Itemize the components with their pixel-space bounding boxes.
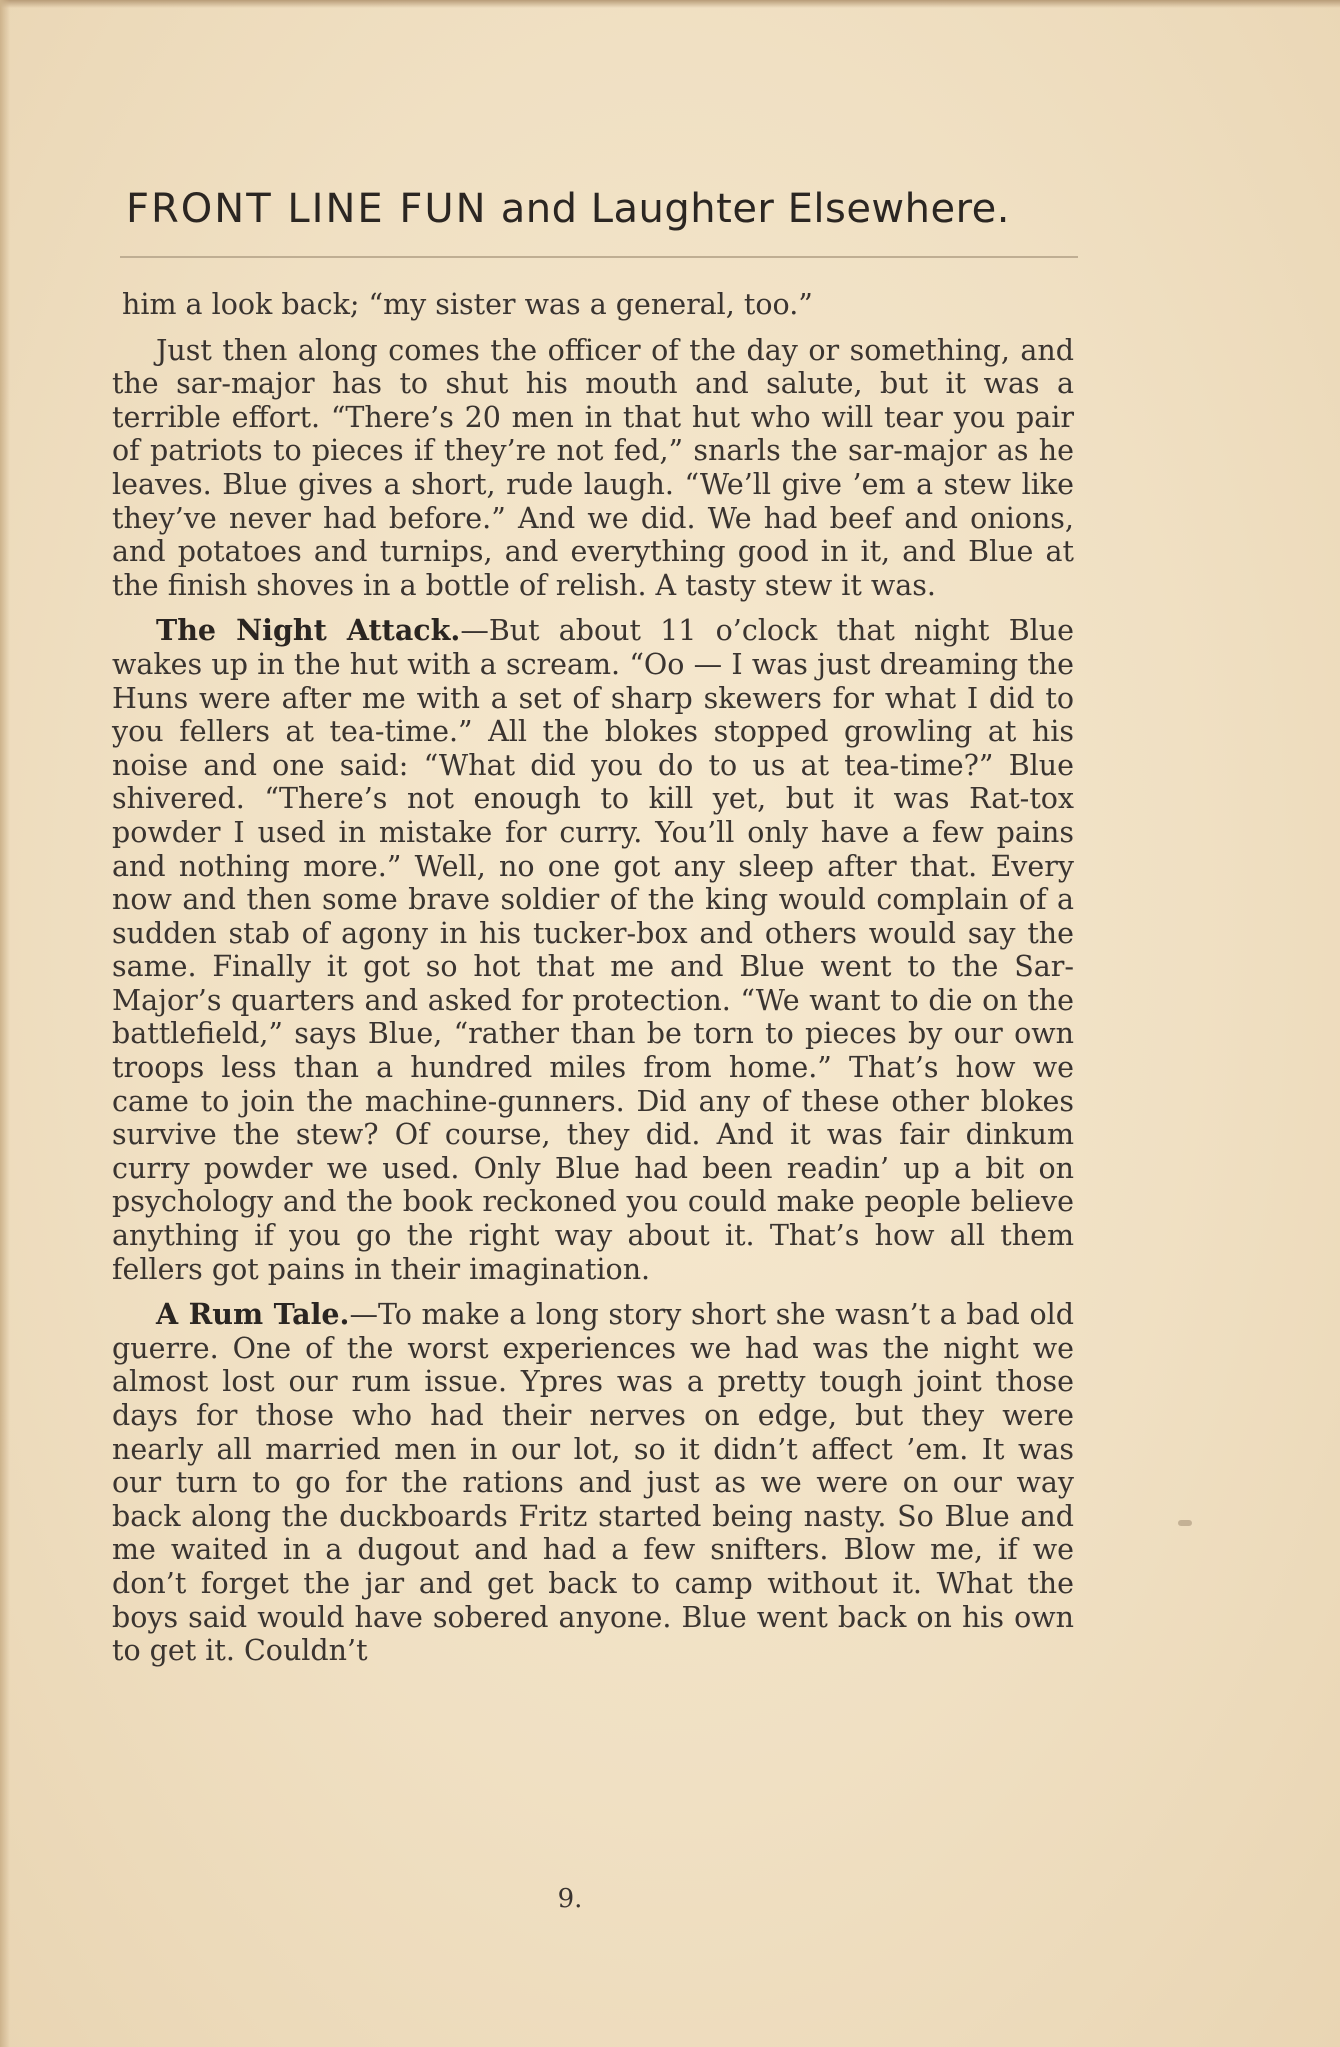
- paragraph-night-attack: [112, 614, 1074, 1286]
- header-rule: [120, 256, 1078, 258]
- section-heading: A Rum Tale.: [156, 1297, 350, 1332]
- page-left-edge: [0, 0, 10, 2047]
- page-top-edge: [0, 0, 1340, 8]
- running-head-caps: FRONT LINE FUN: [126, 186, 488, 232]
- ink-spot: [1178, 1520, 1192, 1526]
- paragraph-text: —But about 11 o’clock that night Blue wakes up in the hut with a scream. “Oo — I was just dreaming the Huns were after me with a set of sharp skewers for what I did to you fellers at tea-time.” All the blokes stopped growling at his noise and one said: “What did you do to us at tea-time?” Blue shivered. “There’s not enough to kill yet, but it was Rat-tox powder I used in mistake for curry. You’ll only have a few pains and nothing more.” Well, no one got any sleep after that. Every now and then some brave soldier of the king would complain of a sudden stab of agony in his tucker-box and others would say the same. Finally it got so hot that me and Blue went to the Sar-Major’s quarters and asked for protection. “We want to die on the battlefield,” says Blue, “rather than be torn to pieces by our own troops less than a hundred miles from home.” That’s how we came to join the machine-gunners. Did any of these other blokes survive the stew? Of course, they did. And it was fair dinkum curry powder we used. Only Blue had been readin’ up a bit on psychology and the book reckoned you could make people believe anything if you go the right way about it. That’s how all them fellers got pains in their imagination.: [112, 614, 1074, 1286]
- paragraph-continuation: [112, 288, 1074, 322]
- paragraph-text: —To make a long story short she wasn’t a bad old guerre. One of the worst experiences we had was the night we almost lost our rum issue. Ypres was a pretty tough joint those days for those who had their nerves on edge, but they were nearly all married men in our lot, so it didn’t affect ’em. It was our turn to go for the rations and just as we were on our way back along the duckboards Fritz started being nasty. So Blue and me waited in a dugout and had a few snifters. Blow me, if we don’t forget the jar and get back to camp without it. What the boys said would have sobered anyone. Blue went back on his own to get it. Couldn’t: [112, 1298, 1074, 1668]
- section-heading: The Night Attack.: [156, 613, 461, 648]
- paragraph-text: Just then along comes the officer of the day or something, and the sar-major has to shut his mouth and salute, but it was a terrible effort. “There’s 20 men in that hut who will tear you pair of patriots to pieces if they’re not fed,” snarls the sar-major as he leaves. Blue gives a short, rude laugh. “We’ll give ’em a stew like they’ve never had before.” And we did. We had beef and onions, and potatoes and turnips, and everything good in it, and Blue at the finish shoves in a bottle of relish. A tasty stew it was.: [112, 333, 1074, 602]
- paragraph-stew: [112, 334, 1074, 603]
- paragraph-text: him a look back; “my sister was a general, too.”: [122, 288, 813, 321]
- paragraph-rum-tale: [112, 1298, 1074, 1668]
- body-text: [112, 288, 1074, 1668]
- running-head: [126, 186, 1086, 232]
- running-head-rest: and Laughter Elsewhere.: [500, 186, 1010, 232]
- page-number: 9.: [557, 1884, 583, 1914]
